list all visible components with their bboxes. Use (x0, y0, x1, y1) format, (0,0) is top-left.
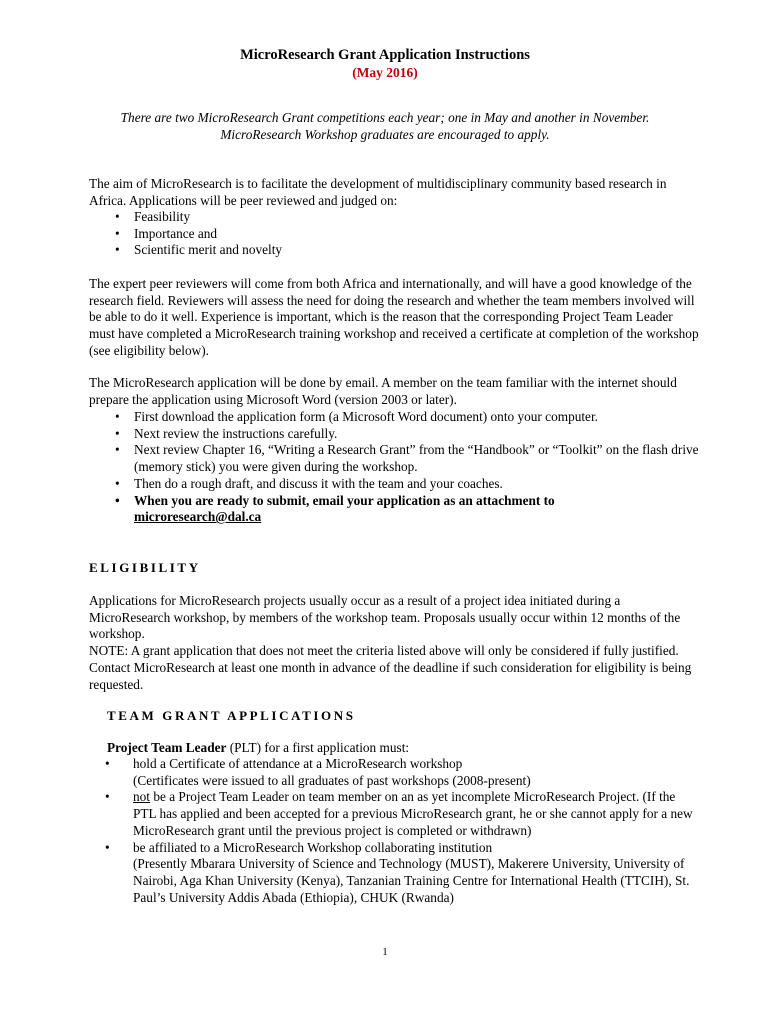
email-link[interactable]: microresearch@dal.ca (134, 509, 262, 525)
step-item: • Then do a rough draft, and discuss it with the team and your coaches. (108, 476, 708, 493)
eligibility-paragraph (89, 593, 699, 693)
intro-line-1: There are two MicroResearch Grant competitions each year; one in May and another in November. (120, 110, 650, 125)
plt-intro (107, 740, 717, 757)
application-paragraph: The MicroResearch application will be done by email. A member on the team familiar with the internet should prepare the application using Microsoft Word (version 2003 or later). (89, 375, 677, 407)
requirement-2-text: be a Project Team Leader on team member on an as yet incomplete MicroResearch Project. (If the PTL has applied and been accepted for a previous MicroResearch grant, he or she cannot apply for a new MicroResearch grant until the previous project is completed or withdrawn) (133, 789, 693, 838)
submit-text: When you are ready to submit, email your application as an attachment to (134, 492, 555, 508)
requirement-item (100, 789, 700, 839)
criteria-item: • Feasibility (108, 209, 698, 226)
requirement-2-not: not (133, 789, 150, 805)
eligibility-note: NOTE: A grant application that does not meet the criteria listed above will only be considered if fully justified. Contact MicroResearch at least one month in advance of the deadline if such consideration for eligibility is being requested. (89, 643, 692, 692)
requirement-3-line-2: (Presently Mbarara University of Science and Technology (MUST), Makerere University, University of Nairobi, Aga Khan University (Kenya), Tanzanian Training Centre for International Health (TTCIH), St. Paul’s University Addis Abada (Ethiopia), CHUK (Rwanda) (133, 856, 690, 905)
plt-text: (PLT) for a first application must: (226, 740, 410, 755)
step-item: • First download the application form (a Microsoft Word document) onto your computer. (108, 409, 708, 426)
plt-requirements-list (100, 756, 700, 906)
requirement-3-line-1: • be affiliated to a MicroResearch Workshop collaborating institution (133, 839, 493, 855)
step-item: • Next review the instructions carefully. (108, 426, 708, 443)
intro-paragraph (80, 109, 690, 143)
application-steps-list (108, 409, 708, 526)
reviewers-paragraph: The expert peer reviewers will come from both Africa and internationally, and will have a good knowledge of the research field. Reviewers will assess the need for doing the research and whether the team members involved will be able to do it well. Experience is important, which is the reason that the corresponding Project Team Leader must have completed a MicroResearch training workshop and received a certificate at completion of the workshop (see eligibility below). (89, 276, 699, 358)
criteria-item: • Importance and (108, 226, 698, 243)
requirement-item (100, 840, 700, 907)
team-grant-heading: TEAM GRANT APPLICATIONS (107, 708, 356, 723)
eligibility-heading: ELIGIBILITY (89, 560, 201, 575)
requirement-item (100, 756, 700, 789)
requirement-1-line-1: • hold a Certificate of attendance at a MicroResearch workshop (133, 756, 463, 771)
criteria-item: • Scientific merit and novelty (108, 242, 698, 259)
document-title: MicroResearch Grant Application Instructions (240, 47, 530, 63)
eligibility-text: Applications for MicroResearch projects usually occur as a result of a project idea initiated during a MicroResearch workshop, by members of the workshop team. Proposals usually occur within 12 months of the workshop. (89, 593, 681, 642)
page-number: 1 (382, 946, 388, 958)
step-item: • Next review Chapter 16, “Writing a Research Grant” from the “Handbook” or “Toolkit” on the flash drive (memory stick) you were given during the workshop. (108, 442, 708, 475)
submit-step-item (108, 493, 708, 526)
aim-paragraph: The aim of MicroResearch is to facilitate the development of multidisciplinary community based research in Africa. Applications will be peer reviewed and judged on: (89, 176, 667, 208)
criteria-list (108, 209, 698, 259)
document-date: (May 2016) (352, 65, 418, 80)
plt-label: Project Team Leader (107, 740, 227, 755)
requirement-1-line-2: (Certificates were issued to all graduates of past workshops (2008-present) (133, 772, 531, 788)
intro-line-2: MicroResearch Workshop graduates are encouraged to apply. (220, 127, 550, 142)
